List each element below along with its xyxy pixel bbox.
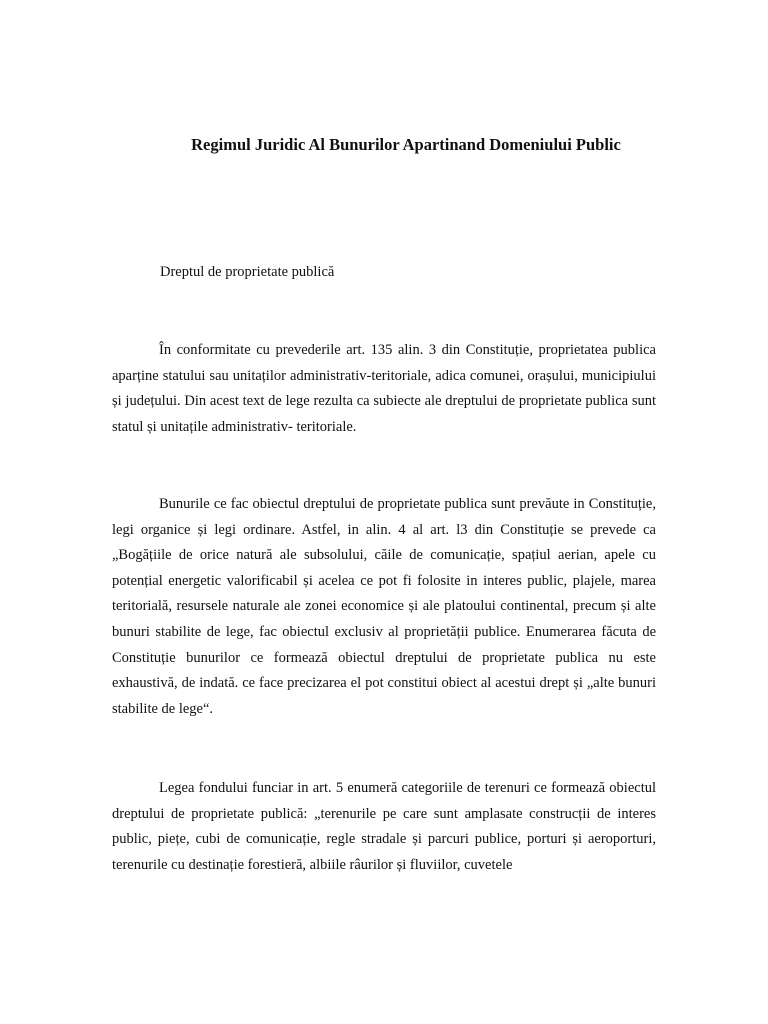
document-title: Regimul Juridic Al Bunurilor Apartinand Domeniului Public (191, 135, 621, 154)
section-heading: Dreptul de proprietate publică (160, 264, 335, 280)
paragraph: Bunurile ce fac obiectul dreptului de proprietate publica sunt prevăute in Constituție, legi organice și legi ordinare. Astfel, in alin. 4 al art. l3 din Constituție se prevede ca „Bogățiile de orice natură ale subsolului, căile de comunicație, spațiul aerian, apele cu potențial energetic valorificabil și acelea ce pot fi folosite in interes public, plajele, marea teritorială, resursele naturale ale zonei economice și ale platoului continental, precum și alte bunuri stabilite de lege, fac obiectul exclusiv al proprietății publice. Enumerarea făcuta de Constituție bunurilor ce formează obiectul dreptului de proprietate publica nu este exhaustivă, de indată. ce face precizarea el pot constitui obiect al acestui drept și „alte bunuri stabilite de lege“. (112, 496, 656, 717)
paragraph: În conformitate cu prevederile art. 135 alin. 3 din Constituție, proprietatea publica aparține statului sau unitaților administrativ-teritoriale, adica comunei, orașului, municipiului și județului. Din acest text de lege rezulta ca subiecte ale dreptului de proprietate publica sunt statul și unitațile administrativ- teritoriale. (112, 342, 656, 435)
paragraph: Legea fondului funciar in art. 5 enumeră categoriile de terenuri ce formează obiectul dreptului de proprietate publică: „terenurile pe care sunt amplasate construcții de interes public, piețe, cubi de comunicație, regle stradale și parcuri publice, porturi și aeroporturi, terenurile cu destinație forestieră, albiile râurilor și fluviilor, cuvetele (112, 780, 656, 873)
